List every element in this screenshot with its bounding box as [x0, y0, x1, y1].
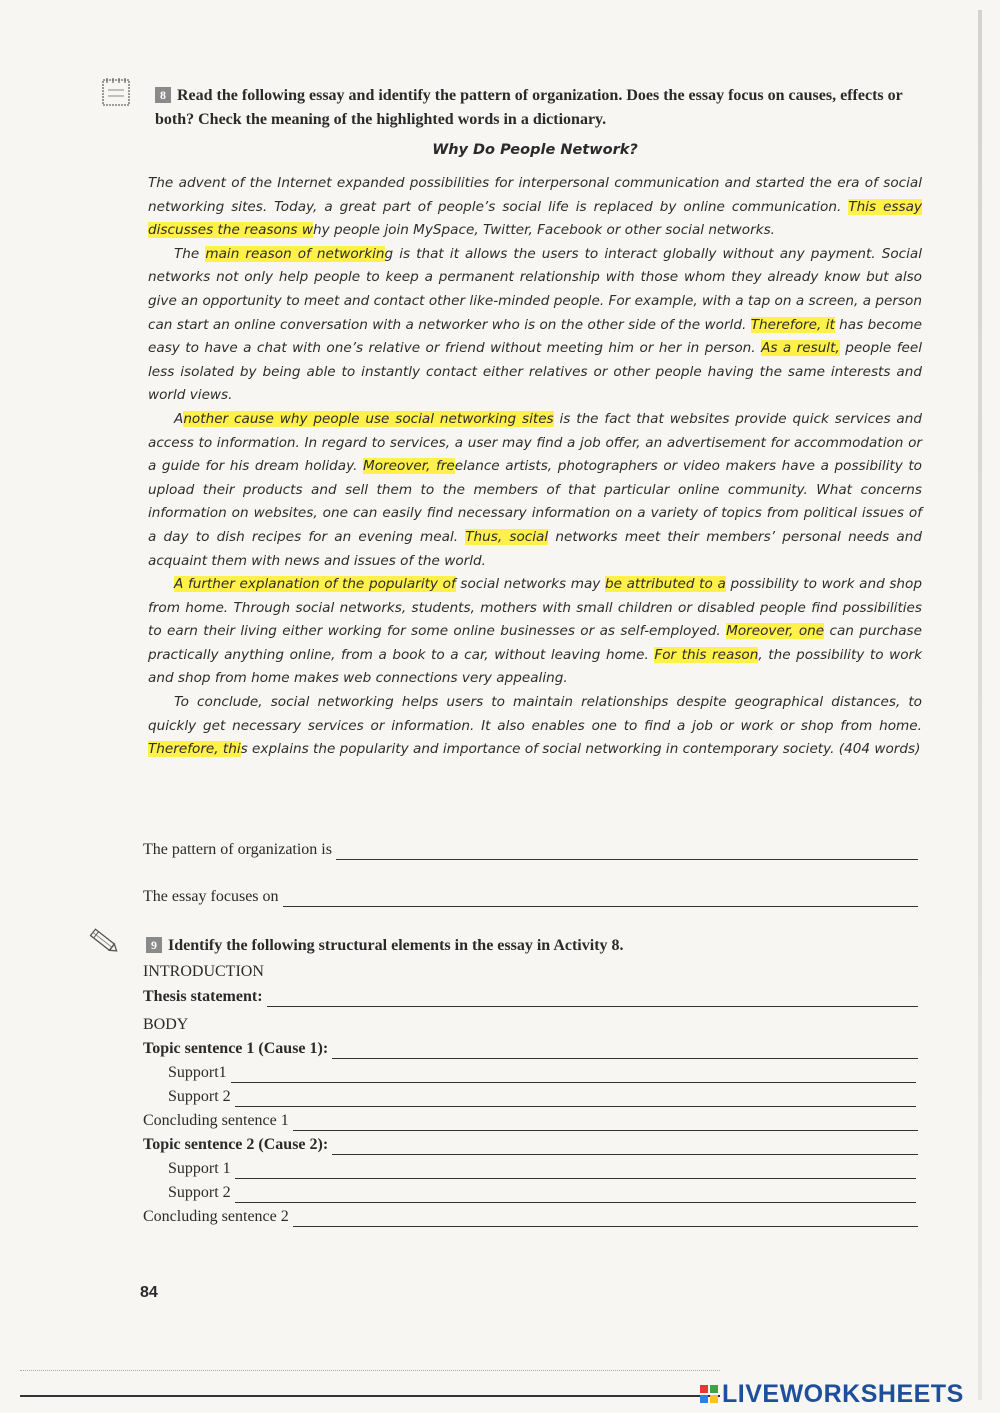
topic-1-label: Topic sentence 1 (Cause 1): — [143, 1040, 329, 1057]
highlighted-phrase: main reason of networkin — [205, 245, 385, 262]
concluding-1-answer-field[interactable] — [293, 1116, 918, 1131]
concluding-1-label: Concluding sentence 1 — [143, 1112, 289, 1129]
thesis-label: Thesis statement: — [143, 988, 263, 1005]
essay-paragraph-5 — [148, 691, 922, 762]
support-2b-label: Support 2 — [168, 1184, 231, 1201]
essay-text: To conclude, social networking helps users to maintain relationships despite geographical distances, to quickly get necessary services or information. It also enables one to find a job or work or shop from home. — [148, 694, 922, 734]
essay-text: A — [174, 410, 184, 427]
support-2a-label: Support 1 — [168, 1160, 231, 1177]
highlighted-phrase: As a result, — [761, 340, 840, 357]
essay-text: can purchase practically anything online, from a book to a car, without leaving home. — [148, 623, 922, 663]
highlighted-phrase: nother cause why people use social networking sites — [183, 410, 554, 427]
topic-2-answer-field[interactable] — [332, 1140, 918, 1155]
topic-2-row — [143, 1135, 918, 1155]
focus-label: The essay focuses on — [143, 888, 279, 905]
scan-noise-line — [20, 1370, 720, 1371]
activity-9-instruction: Identify the following structural elements in the essay in Activity 8. — [168, 937, 624, 954]
essay-text: networks meet their members’ personal needs and acquaint them with news and issues of the world. — [148, 528, 922, 569]
bottom-rule — [20, 1395, 720, 1397]
highlighted-phrase: Moreover, one — [726, 623, 825, 640]
activity-9-heading — [146, 934, 916, 958]
topic-1-row — [143, 1039, 918, 1059]
highlighted-phrase: For this reason — [654, 646, 759, 663]
thesis-row — [143, 987, 918, 1007]
introduction-label: INTRODUCTION — [143, 963, 264, 980]
essay-text: s explains the popularity and importance of social networking in contemporary society. — [240, 741, 835, 758]
support-1a-answer-field[interactable] — [231, 1068, 916, 1083]
essay-text: has become easy to have a chat with one’s relative or friend without meeting him or her in person. — [148, 316, 922, 357]
concluding-2-label: Concluding sentence 2 — [143, 1208, 289, 1225]
support-2a-row — [168, 1159, 916, 1179]
concluding-1-row — [143, 1111, 918, 1131]
highlighted-phrase: A further explanation of the popularity of — [174, 576, 456, 593]
activity-9-number: 9 — [146, 937, 162, 953]
essay-paragraph-1 — [148, 172, 922, 243]
activity-8-instruction: Read the following essay and identify the pattern of organization. Does the essay focus on causes, effects or both? Check the meaning of the highlighted words in a dictionary. — [155, 87, 903, 128]
notebook-icon — [101, 75, 131, 107]
support-1b-row — [168, 1087, 916, 1107]
support-2b-row — [168, 1183, 916, 1203]
support-2a-answer-field[interactable] — [235, 1164, 916, 1179]
essay-text: elance artists, photographers or video makers have a possibility to upload their products and sell them to the members of that particular online community. What concerns information on websites, one can easily find necessary information on a variety of topics from political issues of a day to dish recipes for an evening meal. — [148, 458, 922, 545]
support-1b-answer-field[interactable] — [235, 1092, 916, 1107]
scan-edge — [978, 10, 982, 1400]
essay-text: , the possibility to work and shop from home makes web connections very appealing. — [148, 646, 923, 687]
essay-title: Why Do People Network? — [432, 142, 638, 158]
support-1a-label: Support1 — [168, 1064, 227, 1081]
highlighted-phrase: This essay discusses the reasons w — [148, 198, 922, 239]
essay-text: possibility to work and shop from home. Through social networks, students, mothers with small children or disabled people find possibilities to earn their living either working for some online businesses or as self-employed. — [148, 576, 922, 640]
concluding-2-row — [143, 1207, 918, 1227]
thesis-answer-field[interactable] — [267, 992, 918, 1007]
pencil-icon — [86, 924, 122, 958]
focus-answer-row — [143, 887, 918, 907]
essay-body — [148, 172, 922, 762]
page-number: 84 — [140, 1284, 158, 1301]
brand-name: LIVEWORKSHEETS — [722, 1379, 964, 1408]
support-2b-answer-field[interactable] — [235, 1188, 916, 1203]
activity-8-heading — [155, 84, 925, 132]
essay-paragraph-3 — [148, 408, 922, 573]
word-count: (404 words) — [834, 741, 921, 758]
pattern-answer-row — [143, 840, 918, 860]
essay-text: The advent of the Internet expanded possibilities for interpersonal communication and started the era of social networking sites. Today, a great part of people’s social life is replaced by online communication. — [148, 175, 922, 215]
support-1a-row — [168, 1063, 916, 1083]
pattern-label: The pattern of organization is — [143, 841, 332, 858]
highlighted-phrase: Moreover, fre — [363, 458, 455, 475]
essay-paragraph-2 — [148, 243, 922, 408]
essay-text: people feel less isolated by being able to instantly contact either relatives or other people having the same interests and world views. — [148, 340, 923, 404]
highlighted-phrase: be attributed to a — [604, 576, 726, 593]
topic-1-answer-field[interactable] — [332, 1044, 918, 1059]
highlighted-phrase: Therefore, it — [750, 316, 835, 333]
topic-2-label: Topic sentence 2 (Cause 2): — [143, 1136, 329, 1153]
concluding-2-answer-field[interactable] — [293, 1212, 918, 1227]
highlighted-phrase: Thus, social — [465, 528, 549, 545]
body-label: BODY — [143, 1016, 189, 1033]
focus-answer-field[interactable] — [283, 892, 918, 907]
essay-text: is the fact that websites provide quick services and access to information. In regard to services, a user may find a job offer, an advertisement for accommodation or a guide for his dream holiday. — [148, 410, 922, 475]
activity-8-number: 8 — [155, 87, 171, 103]
essay-text: social networks may — [455, 576, 605, 593]
pattern-answer-field[interactable] — [336, 845, 918, 860]
essay-paragraph-4 — [148, 573, 922, 691]
logo-cubes-icon — [700, 1385, 718, 1403]
essay-text: g is that it allows the users to interact globally without any payment. Social networks not only help people to keep a permanent relationship with those whom they already know but also give an opportunity to meet and contact other like-minded people. For example, with a tap on a screen, a person can start an online conversation with a networker who is on the other side of the world. — [148, 245, 922, 333]
essay-text: The — [174, 245, 206, 262]
essay-text: hy people join MySpace, Twitter, Facebook or other social networks. — [312, 222, 775, 239]
highlighted-phrase: Therefore, thi — [148, 741, 241, 758]
liveworksheets-logo — [700, 1380, 964, 1408]
support-1b-label: Support 2 — [168, 1088, 231, 1105]
